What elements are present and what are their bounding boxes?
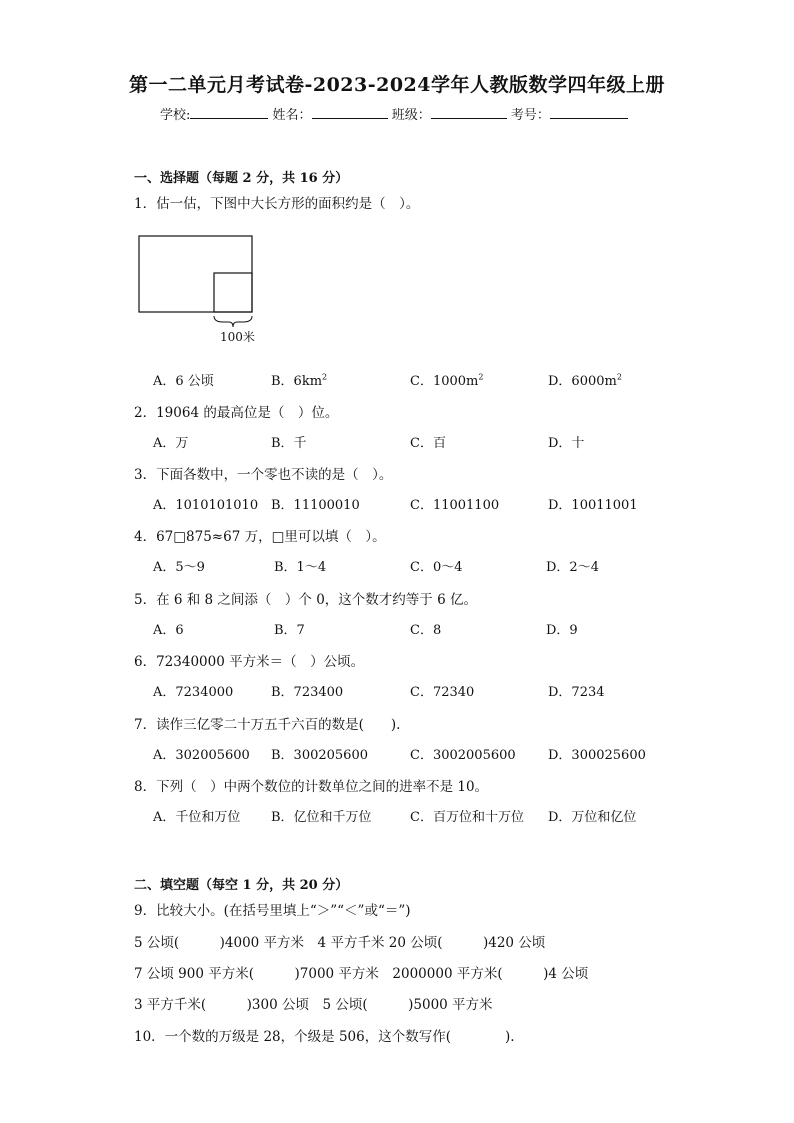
number-blank[interactable] — [550, 106, 628, 119]
q5-option-c[interactable]: C．8 — [410, 623, 442, 638]
figure-label: 100米 — [220, 330, 255, 344]
q7-option-d[interactable]: D．300025600 — [548, 748, 646, 763]
q6-option-d[interactable]: D．7234 — [548, 685, 605, 700]
q1-option-b[interactable]: B．$6km^2$ — [271, 372, 328, 389]
q9-line-1[interactable]: 5 公顷( )4000 平方米 4 平方千米 20 公顷( )420 公顷 — [134, 935, 546, 951]
school-blank[interactable] — [190, 106, 268, 119]
q7-option-c[interactable]: C．3002005600 — [410, 748, 516, 763]
question-2: 2．19064 的最高位是（ ）位。 — [134, 405, 339, 421]
school-label: 学校: — [160, 108, 191, 123]
class-blank[interactable] — [431, 106, 507, 119]
student-info — [160, 104, 628, 123]
class-label: 班级： — [391, 108, 431, 123]
q1-option-c[interactable]: C．$1000m^2$ — [410, 372, 484, 389]
question-6: 6．72340000 平方米＝（ ）公顷。 — [134, 654, 365, 670]
q5-option-d[interactable]: D．9 — [546, 623, 578, 638]
q8-option-b[interactable]: B．亿位和千万位 — [271, 810, 372, 825]
q2-option-c[interactable]: C．百 — [410, 436, 446, 451]
q9-line-2[interactable]: 7 公顷 900 平方米( )7000 平方米 2000000 平方米( )4 公顷 — [134, 966, 589, 982]
q7-option-b[interactable]: B．300205600 — [271, 748, 368, 763]
q6-option-a[interactable]: A．7234000 — [153, 685, 234, 700]
q1-option-d[interactable]: D．$6000m^2$ — [548, 372, 622, 389]
q5-option-a[interactable]: A．6 — [153, 623, 184, 638]
q3-option-c[interactable]: C．11001100 — [410, 498, 500, 513]
question-10[interactable]: 10．一个数的万级是 28，个级是 506，这个数写作( ). — [134, 1029, 515, 1045]
q2-option-d[interactable]: D．十 — [548, 436, 585, 451]
large-rectangle — [139, 236, 252, 312]
question-5: 5．在 6 和 8 之间添（ ）个 0，这个数才约等于 6 亿。 — [134, 592, 477, 608]
q4-option-b[interactable]: B．1～4 — [274, 560, 327, 575]
question-8: 8．下列（ ）中两个数位的计数单位之间的进率不是 10。 — [134, 779, 489, 795]
question-4: 4．67□875≈67 万，□里可以填（ ）。 — [134, 529, 386, 545]
q4-option-c[interactable]: C．0～4 — [410, 560, 463, 575]
q4-option-d[interactable]: D．2～4 — [546, 560, 599, 575]
q1-option-a[interactable]: A．6 公顷 — [153, 374, 214, 389]
q4-option-a[interactable]: A．5～9 — [153, 560, 205, 575]
q2-option-b[interactable]: B．千 — [271, 436, 307, 451]
number-label: 考号： — [510, 108, 550, 123]
q3-option-b[interactable]: B．11100010 — [271, 498, 360, 513]
q6-option-b[interactable]: B．723400 — [271, 685, 344, 700]
q3-option-a[interactable]: A．1010101010 — [153, 498, 259, 513]
section2-heading: 二、填空题（每空 1 分，共 20 分） — [134, 878, 349, 893]
q9-line-3[interactable]: 3 平方千米( )300 公顷 5 公顷( )5000 平方米 — [134, 997, 493, 1013]
small-square — [214, 273, 252, 312]
brace-icon — [214, 316, 252, 327]
q3-option-d[interactable]: D．10011001 — [548, 498, 638, 513]
question-1: 1．估一估，下图中大长方形的面积约是（ ）。 — [134, 196, 420, 212]
q5-option-b[interactable]: B．7 — [274, 623, 305, 638]
question-7: 7．读作三亿零二十万五千六百的数是( ). — [134, 717, 401, 733]
q7-option-a[interactable]: A．302005600 — [153, 748, 250, 763]
q2-option-a[interactable]: A．万 — [153, 436, 189, 451]
name-blank[interactable] — [312, 106, 388, 119]
question-3: 3．下面各数中，一个零也不读的是（ ）。 — [134, 467, 393, 483]
q6-option-c[interactable]: C．72340 — [410, 685, 475, 700]
name-label: 姓名： — [272, 108, 312, 123]
section1-heading: 一、选择题（每题 2 分，共 16 分） — [134, 171, 349, 186]
q8-option-c[interactable]: C．百万位和十万位 — [410, 810, 524, 825]
question-9: 9．比较大小。(在括号里填上“＞”“＜”或“＝”) — [134, 903, 411, 919]
q8-option-d[interactable]: D．万位和亿位 — [548, 810, 637, 825]
page-title: 第一二单元月考试卷-2023-2024学年人教版数学四年级上册 — [128, 74, 666, 96]
q8-option-a[interactable]: A．千位和万位 — [153, 810, 241, 825]
